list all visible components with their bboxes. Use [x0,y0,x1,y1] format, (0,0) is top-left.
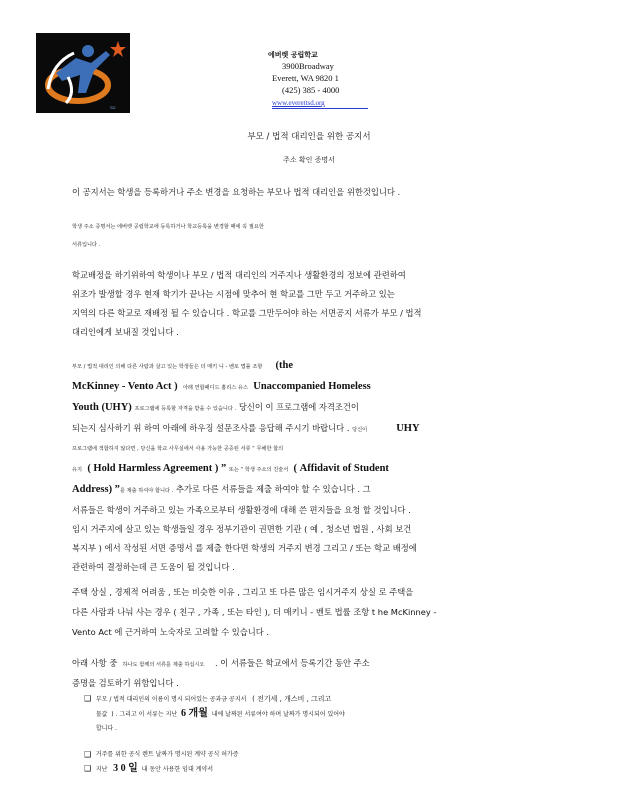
uhy-program-name: Unaccompanied Homeless [253,381,371,392]
page-title: 부모 / 법적 대리인을 위한 공지서 [247,132,371,142]
housing-line-3: Vento Act 에 근거하여 노숙자로 고려할 수 있습니다 . [72,627,270,637]
reassignment-line-4: 대리인에게 보내질 것입니다 . [72,327,179,337]
bullet1-line-1b: ( 전기세 , 개스비 , 그리고 [252,695,332,703]
reassignment-paragraph [72,266,542,342]
affidavit-address-end: Address) ” [72,484,120,495]
logo-figure-icon [36,33,130,113]
mckinney-line-2b: 아래 연합패디드 홈리스 유스 [182,385,248,391]
mckinney-line-11: 관련하여 결정하는데 큰 도움이 될 것입니다 . [72,562,235,572]
street-address: 3900Broadway [282,61,334,71]
bring-line-1c: . 이 서류들은 학교에서 등록기간 동안 주소 [214,658,370,668]
uhy-label: UHY [396,423,420,434]
bullet3-thirty-days: 3 0 일 [113,763,138,774]
city-state-zip: Everett, WA 9820 1 [272,73,339,83]
intro-text: 이 공지서는 학생을 등록하거나 주소 변경을 요청하는 부모나 법적 대리인을 위한것입니다 . [72,187,401,197]
mckinney-line-4b: 당신이 [352,427,368,433]
mckinney-line-3b: 프로그램에 등록할 자격을 받을 수 있습니다 . [134,406,237,412]
svg-text:SD: SD [110,105,116,110]
bullet1-line-2d: 내에 날짜된 서류여야 하며 날짜가 명시되어 있어야 [211,711,345,718]
phone-number: (425) 385 - 4000 [282,85,340,95]
required-docs-line-1: 학생 주소 증명서는 에버렛 공립학교에 등록하거나 학교등록을 변경할 때에 꼭 필요한 [72,224,264,230]
mckinney-paragraph [72,356,542,577]
mckinney-line-9: 임시 거주지에 살고 있는 학생들일 경우 정부기관이 권면한 기관 ( 예 , 청소년 법원 , 사회 보건 [72,524,412,534]
housing-paragraph [72,582,542,642]
uhy-abbrev: Youth (UHY) [72,402,132,413]
bullet2-text: 거주를 위한 공식 렌트 날짜가 명시된 계약 공식 허가증 [95,751,239,758]
bullet3-text-c: 내 동안 사용한 임대 계약서 [141,766,214,773]
mckinney-line-10: 복지부 ) 에서 작성된 서면 증명서 를 제출 한다면 학생의 거주지 변경 그리고 / 또는 학교 배정에 [72,543,417,553]
housing-line-2: 다른 사람과 나눠 사는 경우 ( 친구 , 가족 , 또는 타인 ), 더 매키니 - 벤토 법률 조항 t he McKinney - [72,607,437,617]
mckinney-line-1b: (the [275,360,294,371]
mckinney-line-8: 서류들은 학생이 거주하고 있는 가족으로부터 생활환경에 대해 쓴 편지들을 요청 할 것입니다 . [72,505,411,515]
checkbox-bullet-icon: ❑ [84,694,92,703]
mckinney-act-name: McKinney - Vento Act ) [72,381,178,392]
bring-line-1b: 하나도 함께의 서류를 제출 하십시오 [122,662,205,668]
mckinney-line-6a: 유지 [72,467,83,473]
mckinney-line-6c: 또는 “ 학생 주소의 진술서 [228,467,289,473]
page-subtitle: 주소 확인 증명서 [283,156,335,164]
mckinney-line-3c: 당신이 이 프로그램에 자격조건이 [238,402,359,412]
bullet1-line-1: 부모 / 법적 대리인의 이름이 명시 되어있는 공과금 공지서 [95,696,247,703]
required-docs-paragraph [72,218,542,254]
affidavit-student-address: ( Affidavit of Student [293,463,389,474]
bullet1-line-2b: ) . 그리고 이 서류는 지난 [111,711,178,718]
bullet1-line-2a: 물값 [95,711,108,718]
reassignment-line-3: 지역의 다른 학교로 재배정 될 수 있습니다 . 학교를 그만두어야 하는 서면공지 서류가 부모 / 법적 [72,308,422,318]
bullet3-text-a: 지난 [95,766,108,773]
list-item [84,762,542,777]
reassignment-line-2: 위조가 발생할 경우 현재 학기가 끝나는 시점에 맞추어 현 학교를 그만 두고 거주하고 있는 [72,289,395,299]
checkbox-bullet-icon: ❑ [84,764,92,773]
intro-paragraph [72,183,542,201]
required-docs-line-2: 서류입니다 . [72,242,101,248]
mckinney-line-5: 프로그램에 적합하지 않다면 , 당신을 학교 사무실에서 사용 가능한 공증된 서류 “ 무해한 합의 [72,446,284,452]
list-item [84,748,542,762]
checkbox-bullet-icon: ❑ [84,750,92,759]
hold-harmless-agreement: ( Hold Harmless Agreement ) ” [87,463,227,474]
housing-line-1: 주택 상실 , 경제적 어려움 , 또는 비슷한 이유 , 그리고 또 다른 많은 임시거주지 상실 로 주택을 [72,587,414,597]
reassignment-line-1: 학교배정을 하기위하여 학생이나 부모 / 법적 대리인의 거주지나 생활환경의 정보에 관련하여 [72,270,406,280]
bring-docs-paragraph [72,654,542,692]
website-underline [272,108,368,109]
mckinney-line-7c: 추가로 다른 서류들을 제출 하여야 할 수 있습니다 . 그 [175,484,371,494]
school-name: 에버렛 공립학교 [268,51,318,59]
bullet1-six-months: 6 개월 [181,708,208,719]
mckinney-line-4: 되는지 심사하기 위 하여 아래에 하우징 설문조사를 응답해 주시기 바랍니다 . [72,423,350,433]
list-item [84,692,542,736]
bring-line-2: 증명을 검토하기 위함입니다 . [72,678,179,688]
website-link[interactable]: www.everettsd.org [272,99,325,107]
bring-line-1a: 아래 사항 중 [72,658,118,668]
mckinney-line-1a: 부모 / 법적 대리인 의해 다른 사람과 살고 있는 학생들은 더 매키 니 - 벤토 법률 조항 [72,364,263,370]
mckinney-line-7b: 를 제출 하셔야 합니다 . [119,488,174,494]
bullet1-line-3: 합니다 . [95,725,118,732]
school-logo [36,33,130,113]
